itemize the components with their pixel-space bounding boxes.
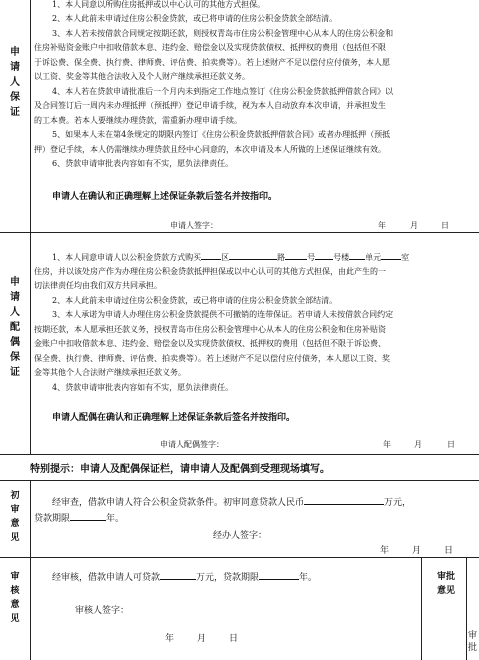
s1-day: 日 [441, 221, 449, 230]
approved-amount-blank[interactable] [160, 570, 196, 580]
s2-month: 月 [414, 440, 422, 449]
number-blank[interactable] [315, 250, 333, 260]
s1-line-11: 押）登记手续，本人仍需继续办理贷款且经中心同意的，本次申请及本人所做的上述保证继续有效。 [34, 145, 386, 154]
property-blank[interactable] [201, 250, 221, 260]
s3-line-2 [34, 511, 124, 526]
s3-month: 月 [412, 546, 422, 556]
unit-blank[interactable] [381, 250, 401, 260]
building-label: 号楼 [333, 253, 350, 262]
loan-term-blank[interactable] [70, 511, 106, 521]
s1-line-2: 2、本人此前未申请过住房公积金贷款，或已将申请的住房公积金贷款全部结清。 [52, 14, 338, 23]
s2-item1-prefix: 1、本人同意申请人以公积金贷款方式购买 [52, 253, 202, 262]
s4-text-c: 年。 [299, 573, 318, 583]
unit-label: 单元 [365, 253, 382, 262]
s4-year: 年 [165, 634, 175, 644]
s1-line-12: 6、贷款申请审批表内容如有不实，愿负法律责任。 [52, 159, 234, 168]
s2-line-5: 3、本人承诺为申请人办理住房公积金贷款提供不可撤销的连带保证。若申请人未按借款合同约定 [52, 310, 394, 319]
s3-text-b: 贷款期限 [34, 514, 71, 524]
s1-month: 月 [410, 221, 418, 230]
s2-line-1 [52, 250, 409, 265]
s2-line-10: 4、贷款申请审批表内容如有不实，愿负法律责任。 [52, 383, 234, 392]
divider [30, 233, 31, 454]
special-notice-row [0, 455, 479, 481]
s3-text-c: 年。 [106, 514, 125, 524]
room-label: 室 [401, 253, 410, 262]
s1-line-4: 住房补贴资金账户中扣收借款本息、违约金、赔偿金以及实现贷款债权、抵押权的费用（包括但不限 [34, 43, 386, 52]
s2-line-8: 保全费、执行费、律师费、评估费、拍卖费等）。若上述财产不足以偿付应付债务，本人愿以工资、奖 [34, 354, 390, 363]
applicant-signature-label: 申请人签字： [170, 221, 218, 230]
s2-year: 年 [383, 440, 391, 449]
s4-month: 月 [197, 634, 207, 644]
s2-line-3: 切法律责任均由我们双方共同承担。 [34, 281, 162, 290]
s1-bold-note: 申请人在确认和正确理解上述保证条款后签名并按指印。 [52, 192, 278, 202]
preliminary-review-label: 初 审 意 见 [10, 491, 20, 543]
loan-amount-blank[interactable] [304, 495, 384, 505]
spouse-guarantee-label: 申 请 人 配 偶 保 证 [10, 277, 20, 378]
district-blank[interactable] [229, 250, 277, 260]
s4-line-1 [52, 570, 317, 585]
district-label: 区 [221, 253, 230, 262]
road-blank[interactable] [285, 250, 307, 260]
s1-line-7: 4、本人若在贷款申请批准后一个月内未到指定工作地点签订《住房公积金贷款抵押借款合同》以 [52, 87, 394, 96]
applicant-guarantee-label: 申 请 人 保 证 [10, 47, 20, 118]
spouse-guarantee-section [0, 233, 479, 455]
s2-line-2: 住房，并以该处房产作为办理住房公积金贷款抵押担保或以中心认可的其他方式担保，由此产生的一 [34, 267, 386, 276]
s2-day: 日 [447, 440, 455, 449]
divider [30, 481, 31, 557]
reviewer-signature-label: 审核人签字： [75, 606, 130, 616]
applicant-guarantee-section [0, 0, 479, 233]
cut-off-column-text: 审 批 [468, 631, 478, 653]
spouse-signature-label: 申请人配偶签字： [160, 440, 224, 449]
s1-line-9: 的工本费。若本人要继续办理贷款，需重新办理申请手续。 [34, 116, 242, 125]
s1-line-3: 3、本人若未按借款合同规定按期还款，则授权青岛市住房公积金管理中心从本人的住房公积金和 [52, 29, 394, 38]
s3-year: 年 [380, 546, 390, 556]
s1-line-8: 及合同签订后一周内未办理抵押（预抵押）登记申请手续，视为本人自动放弃本次申请，并承担发生 [34, 101, 386, 110]
road-label: 路 [277, 253, 286, 262]
s2-line-4: 2、本人此前未申请过住房公积金贷款，或已将申请的住房公积金贷款全部结清。 [52, 296, 338, 305]
s2-line-7: 金账户中扣收借款本息、违约金、赔偿金以及实现贷款债权、抵押权的费用（包括但不限于诉讼费、 [34, 339, 386, 348]
s3-day: 日 [444, 546, 454, 556]
s4-text-a: 经审核，借款申请人可贷款 [52, 573, 161, 583]
s3-text-a: 经审查，借款申请人符合公积金贷款条件。初审同意贷款人民币 [52, 498, 305, 508]
s3-line-1 [52, 495, 411, 510]
s1-line-5: 于诉讼费、保全费、执行费、律师费、评估费、拍卖费等）。若上述财产不足以偿付应付债务，本人愿 [34, 58, 390, 67]
approval-opinion-label: 审批 意见 [436, 572, 455, 596]
divider [30, 558, 31, 660]
s1-line-1: 1、本人同意以所购住房抵押或以中心认可的其他方式担保。 [52, 0, 266, 9]
s2-line-6: 按期还款，本人愿承担还款义务，授权青岛市住房公积金管理中心从本人的住房公积金和住房补贴资 [34, 325, 386, 334]
s3-unit-wan: 万元， [384, 498, 412, 508]
divider [30, 0, 31, 232]
building-blank[interactable] [349, 250, 365, 260]
divider [421, 558, 422, 660]
s4-text-b: 万元，贷款期限 [196, 573, 260, 583]
s2-bold-note: 申请人配偶在确认和正确理解上述保证条款后签名并按指印。 [52, 413, 296, 423]
audit-review-label: 审 核 意 见 [10, 572, 20, 624]
s1-line-6: 以工资、奖金等其他合法收入及个人财产继续承担还款义务。 [34, 72, 250, 81]
s4-day: 日 [229, 634, 239, 644]
special-notice: 特别提示：申请人及配偶保证栏，请申请人及配偶到受理现场填写。 [30, 464, 330, 475]
handler-signature-label: 经办人签字： [213, 531, 268, 541]
audit-review-section [0, 558, 479, 660]
preliminary-review-section [0, 481, 479, 558]
s2-line-9: 金等其他个人合法财产继续承担还款义务。 [34, 368, 186, 377]
approved-term-blank[interactable] [259, 570, 299, 580]
s1-year: 年 [378, 221, 386, 230]
s1-line-10: 5、如果本人未在第4条规定的期限内签订《住房公积金贷款抵押借款合同》或者办理抵押（预抵 [52, 130, 391, 139]
number-label: 号 [307, 253, 316, 262]
divider [466, 558, 467, 660]
